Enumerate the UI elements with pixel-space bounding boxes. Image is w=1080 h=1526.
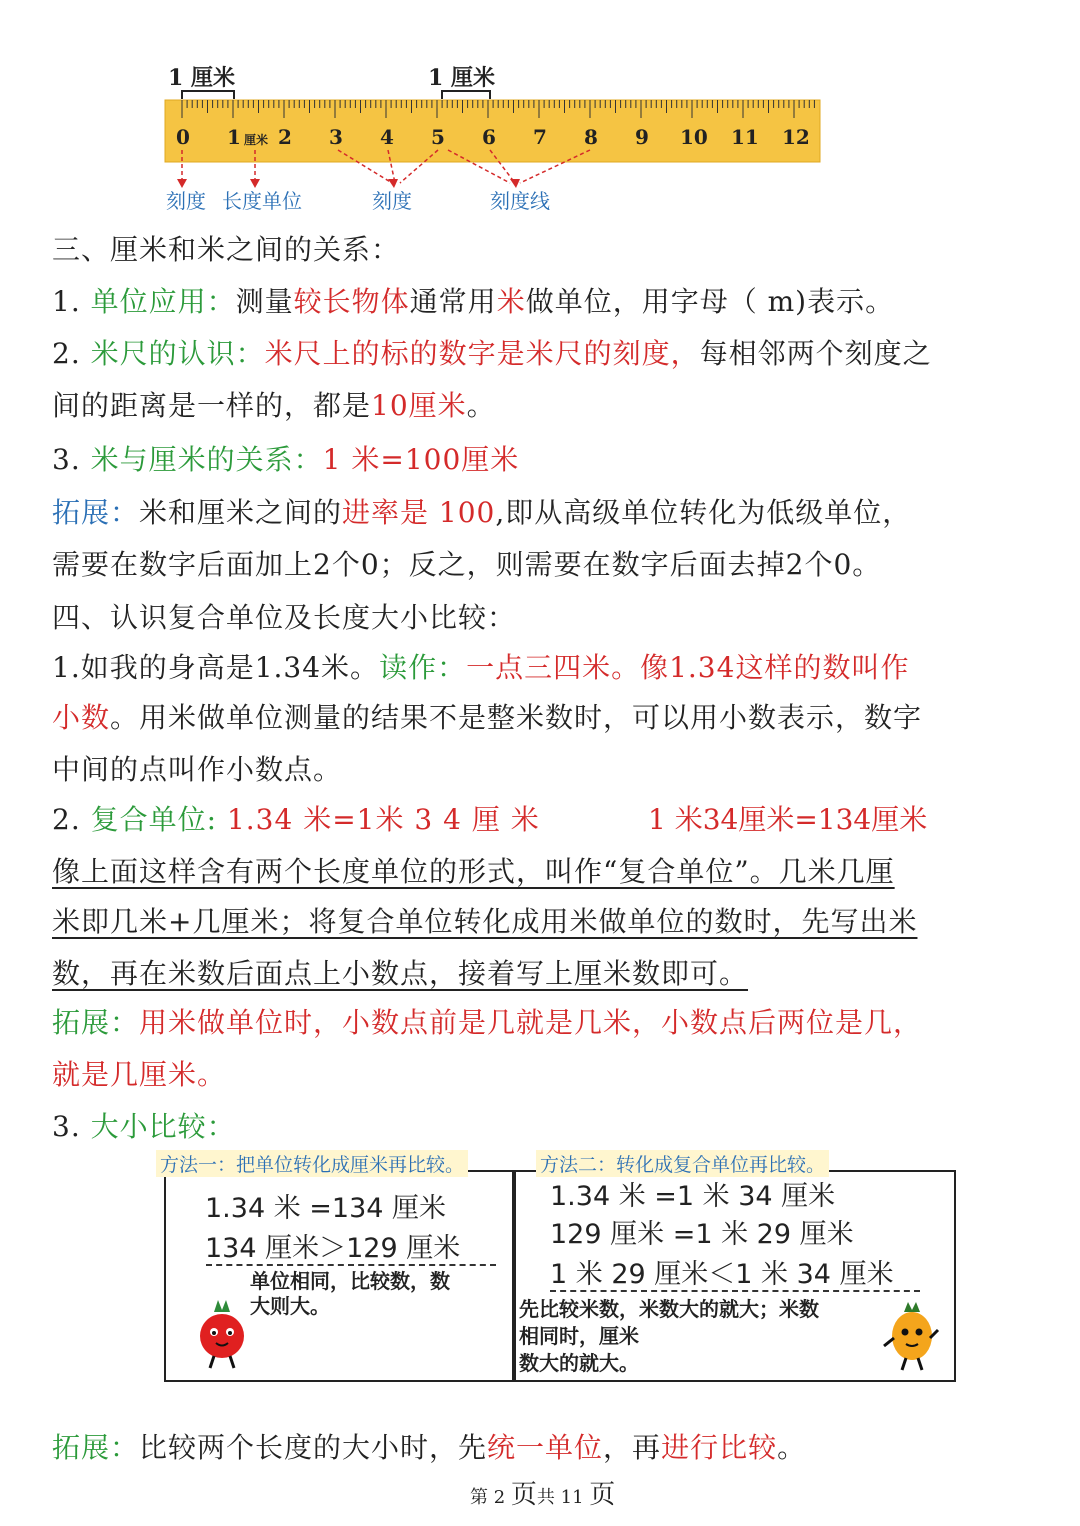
- s3-item1-num: 1.: [52, 285, 81, 318]
- s4-item1-t6: 。用米做单位测量的结果不是整米数时，可以用小数表示，数字: [110, 701, 923, 734]
- s4-item1-line3: 中间的点叫作小数点。: [52, 753, 343, 786]
- method1-tag: 方法一：把单位转化成厘米再比较。: [156, 1150, 468, 1177]
- s4-item2-desc3: 数，再在米数后面点上小数点，接着写上厘米数即可。: [52, 957, 749, 990]
- s3-item2-t1: 米尺上的标的数字是米尺的刻度，: [264, 337, 700, 370]
- method2-underline: [550, 1290, 920, 1292]
- s3-item2-t5: 。: [466, 389, 496, 422]
- annot-scale-1: 刻度: [166, 189, 206, 213]
- s3-item3: [52, 440, 1040, 480]
- method1-note2: 大则大。: [250, 1294, 330, 1318]
- s4-item1-t1: 1.如我的身高是1.34米。: [52, 651, 380, 684]
- ruler-number-6: 6: [482, 125, 496, 149]
- ruler-number-5: 5: [431, 125, 445, 149]
- s3-item1-t5: 做单位，用字母（ m)表示。: [525, 285, 895, 318]
- page-current-prefix: 第 2: [470, 1487, 511, 1508]
- s3-item2-t4: 10厘米: [371, 389, 467, 422]
- page-number: [470, 1474, 615, 1511]
- s3-item2-label: 米尺的认识：: [90, 337, 265, 370]
- ruler-number-12: 12: [782, 125, 810, 149]
- s3-item3-t1: 1 米=100厘米: [322, 443, 520, 476]
- s3-ext-t1: 米和厘米之间的: [139, 496, 343, 529]
- ruler-label-left: 1 厘米: [168, 65, 235, 91]
- method2-tag: 方法二：转化成复合单位再比较。: [536, 1150, 829, 1177]
- s4-item1-line1: [52, 648, 1040, 688]
- method1-line1: 1.34 米 =134 厘米: [205, 1193, 447, 1224]
- s3-ext-t3: ,即从高级单位转化为低级单位，: [495, 496, 912, 529]
- s3-ext-t2: 进率是 100: [342, 496, 496, 529]
- method2-line2: 129 厘米 =1 米 29 厘米: [550, 1219, 854, 1250]
- footer-ext-t3: ，再: [603, 1431, 662, 1464]
- page-current-suffix: 页: [510, 1480, 537, 1510]
- ruler-number-10: 10: [680, 125, 708, 149]
- s4-item3: [52, 1107, 1040, 1147]
- method1-line2: 134 厘米＞129 厘米: [205, 1233, 461, 1264]
- ruler-number-2: 2: [278, 125, 292, 149]
- s4-ext-t1: 用米做单位时，小数点前是几就是几米，小数点后两位是几，: [139, 1006, 923, 1039]
- ruler-unit-mark: 厘米: [244, 133, 269, 147]
- s4-item2-label: 复合单位:: [90, 803, 218, 836]
- s4-ext-label: 拓展：: [52, 1006, 140, 1039]
- s4-ext-line2: 就是几厘米。: [52, 1058, 227, 1091]
- s4-item1-line2: [52, 698, 1040, 738]
- footer-ext-t5: 。: [777, 1431, 807, 1464]
- s4-item2-num: 2.: [52, 803, 81, 836]
- s3-item3-num: 3.: [52, 443, 81, 476]
- ruler-number-11: 11: [731, 125, 759, 149]
- s3-item2-t2: 每相邻两个刻度之: [699, 337, 932, 370]
- ruler-label-right: 1 厘米: [428, 65, 495, 91]
- footer-ext-t1: 比较两个长度的大小时，先: [139, 1431, 488, 1464]
- footer-ext: [52, 1428, 1040, 1468]
- s3-ext-line1: [52, 493, 1040, 533]
- annot-length-unit: 长度单位: [222, 189, 302, 213]
- method2-note3: 数大的就大。: [519, 1351, 639, 1375]
- s4-item2-desc1: 像上面这样含有两个长度单位的形式，叫作“复合单位”。几米几厘: [52, 855, 895, 888]
- ruler-number-7: 7: [533, 125, 547, 149]
- ruler-number-4: 4: [380, 125, 394, 149]
- ruler-number-0: 0: [176, 125, 190, 149]
- footer-ext-t4: 进行比较: [661, 1431, 778, 1464]
- s3-item1-t3: 通常用: [409, 285, 497, 318]
- ruler-figure: [160, 55, 840, 215]
- s3-item3-label: 米与厘米的关系：: [90, 443, 323, 476]
- method2-line1: 1.34 米 =1 米 34 厘米: [550, 1181, 836, 1212]
- method1-underline: [206, 1264, 496, 1266]
- s3-item1-label: 单位应用：: [90, 285, 236, 318]
- ruler-number-1: 1: [227, 125, 241, 149]
- s4-item3-label: 大小比较：: [90, 1110, 236, 1143]
- s4-item2-desc2: 米即几米+几厘米；将复合单位转化成用米做单位的数时，先写出米: [52, 905, 918, 938]
- s3-item2-line2: [52, 386, 1040, 426]
- s3-item1-t4: 米: [496, 285, 526, 318]
- s4-item2-eq2: 1 米34厘米=134厘米: [648, 803, 928, 836]
- footer-ext-t2: 统一单位: [487, 1431, 604, 1464]
- method1-note1: 单位相同，比较数，数: [250, 1269, 450, 1293]
- radish-mascot-icon: [192, 1298, 252, 1370]
- mango-mascot-icon: [880, 1300, 942, 1372]
- section4-heading: 四、认识复合单位及长度大小比较：: [52, 601, 517, 634]
- s3-ext-line2: 需要在数字后面加上2个0；反之，则需要在数字后面去掉2个0。: [52, 548, 882, 581]
- s3-item2-num: 2.: [52, 337, 81, 370]
- ruler-number-8: 8: [584, 125, 598, 149]
- method2-line3: 1 米 29 厘米＜1 米 34 厘米: [550, 1259, 894, 1290]
- ruler-number-9: 9: [635, 125, 649, 149]
- annot-scale-2: 刻度: [372, 189, 412, 213]
- footer-ext-label: 拓展：: [52, 1431, 140, 1464]
- annot-scale-line: 刻度线: [490, 189, 550, 213]
- s3-ext-label: 拓展：: [52, 496, 140, 529]
- s4-item1-t4: 像1.34这样的数叫作: [640, 651, 910, 684]
- s4-item1-t2: 读作：: [379, 651, 467, 684]
- section3-heading: 三、厘米和米之间的关系：: [52, 233, 401, 266]
- s3-item1: [52, 282, 1040, 322]
- method2-note2: 相同时，厘米: [519, 1324, 639, 1348]
- s4-item3-num: 3.: [52, 1110, 81, 1143]
- method2-note1: 先比较米数，米数大的就大；米数: [519, 1297, 819, 1321]
- s4-item2-eq1: 1.34 米=1米 3 4 厘 米: [226, 803, 540, 836]
- page-total-prefix: 共 11: [536, 1487, 590, 1508]
- s3-item2-t3: 间的距离是一样的，都是: [52, 389, 372, 422]
- ruler-number-3: 3: [329, 125, 343, 149]
- s4-item1-t5: 小数: [52, 701, 111, 734]
- s4-item1-t3: 一点三四米。: [466, 651, 641, 684]
- s3-item2-line1: [52, 334, 1040, 374]
- page-total-suffix: 页: [589, 1480, 616, 1510]
- s3-item1-t2: 较长物体: [293, 285, 410, 318]
- s3-item1-t1: 测量: [235, 285, 294, 318]
- s4-ext-line1: [52, 1003, 1040, 1043]
